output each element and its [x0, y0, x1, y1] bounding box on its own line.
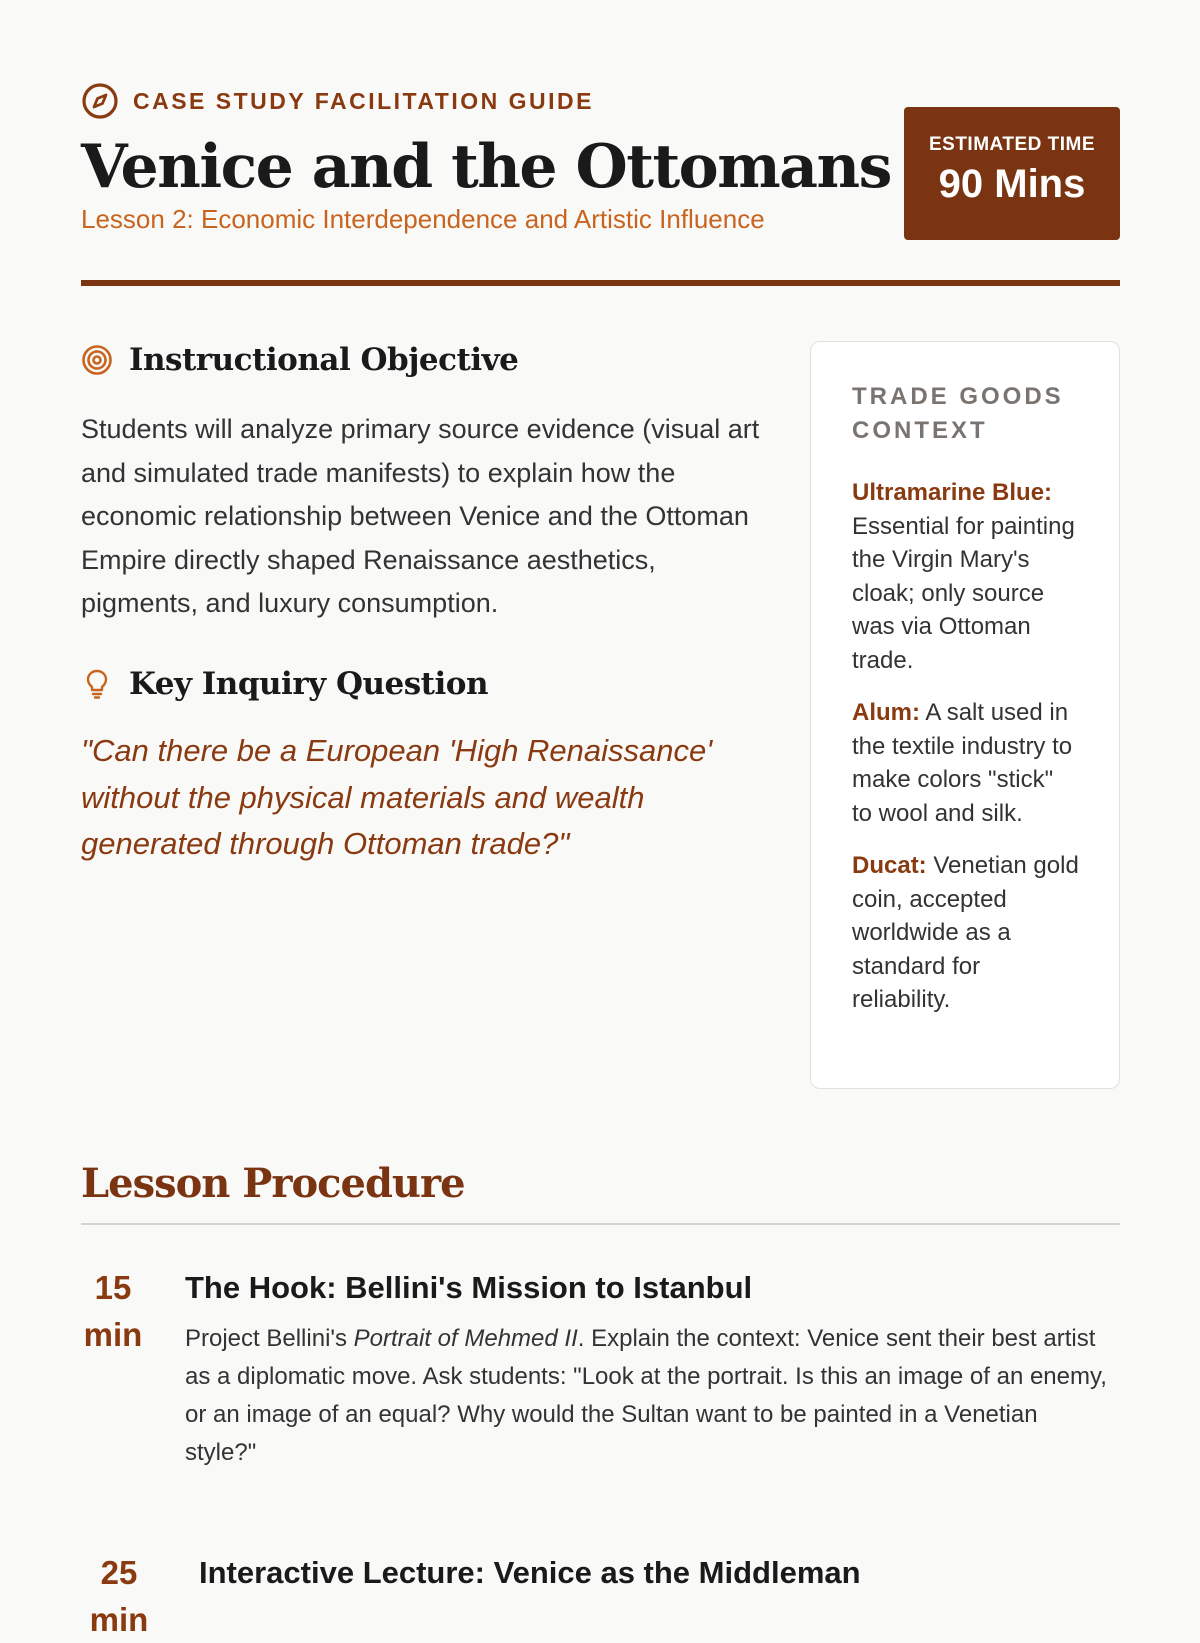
- step-body: [199, 1549, 1129, 1596]
- estimated-time-value: 90 Mins: [938, 162, 1086, 206]
- inquiry-section: [81, 666, 761, 868]
- estimated-time-label: ESTIMATED TIME: [928, 134, 1096, 155]
- sidebar-title: TRADE GOODS CONTEXT: [852, 383, 1064, 444]
- procedure-title: Lesson Procedure: [81, 1160, 465, 1207]
- step-minutes: 25: [100, 1554, 138, 1591]
- inquiry-quote: "Can there be a European 'High Renaissance' without the physical materials and wealth generated through Ottoman trade?": [81, 733, 713, 861]
- step-text-rest: . Explain the context: Venice sent their best artist as a diplomatic move. Ask students: "Look at the portrait. Is this an image of an enemy, or an image of an equal? Why would the Sultan want to be painted in a Venetian style?": [185, 1325, 1107, 1466]
- objective-heading-label: Instructional Objective: [129, 342, 519, 378]
- step-duration: [81, 1264, 145, 1358]
- step-title: Interactive Lecture: Venice as the Middleman: [199, 1555, 861, 1590]
- target-icon: [81, 344, 113, 376]
- term-definition: A salt used in the textile industry to make colors "stick" to wool and silk.: [852, 699, 1073, 827]
- term-definition: Essential for painting the Virgin Mary's cloak; only source was via Ottoman trade.: [852, 512, 1075, 674]
- page-title: Venice and the Ottomans: [81, 132, 891, 202]
- guide-eyebrow: [81, 82, 594, 120]
- glossary-term: [852, 476, 1079, 677]
- objective-heading: [81, 342, 761, 378]
- term-name: Ducat:: [852, 852, 927, 879]
- term-definition: Venetian gold coin, accepted worldwide as a standard for reliability.: [852, 852, 1079, 1013]
- header-divider: [81, 280, 1120, 286]
- glossary-term: [852, 696, 1079, 830]
- eyebrow-label: CASE STUDY FACILITATION GUIDE: [133, 87, 594, 114]
- objective-section: [81, 342, 761, 626]
- inquiry-heading-label: Key Inquiry Question: [129, 666, 488, 702]
- inquiry-heading: [81, 666, 761, 702]
- step-description: [185, 1320, 1115, 1472]
- step-minutes: 15: [94, 1269, 132, 1306]
- trade-goods-sidebar: [810, 341, 1120, 1089]
- step-body: [185, 1264, 1115, 1472]
- estimated-time-badge: [904, 107, 1120, 240]
- term-name: Alum:: [852, 699, 920, 726]
- artwork-title: Portrait of Mehmed II: [353, 1325, 578, 1352]
- procedure-divider: [81, 1223, 1120, 1225]
- step-minutes-unit: min: [83, 1316, 143, 1353]
- term-name: Ultramarine Blue:: [852, 479, 1053, 506]
- glossary-term: [852, 849, 1079, 1017]
- step-title: The Hook: Bellini's Mission to Istanbul: [185, 1270, 753, 1305]
- lightbulb-icon: [81, 668, 113, 700]
- objective-text: Students will analyze primary source evidence (visual art and simulated trade manifests) to explain how the economic relationship between Venice and the Ottoman Empire directly shaped Renaissance aesthetics, pigments, and luxury consumption.: [81, 414, 760, 618]
- step-text-start: Project Bellini's: [185, 1325, 354, 1352]
- lesson-subtitle: Lesson 2: Economic Interdependence and Artistic Influence: [81, 204, 765, 234]
- compass-icon: [81, 82, 119, 120]
- step-duration: [87, 1549, 151, 1643]
- step-minutes-unit: min: [89, 1601, 149, 1638]
